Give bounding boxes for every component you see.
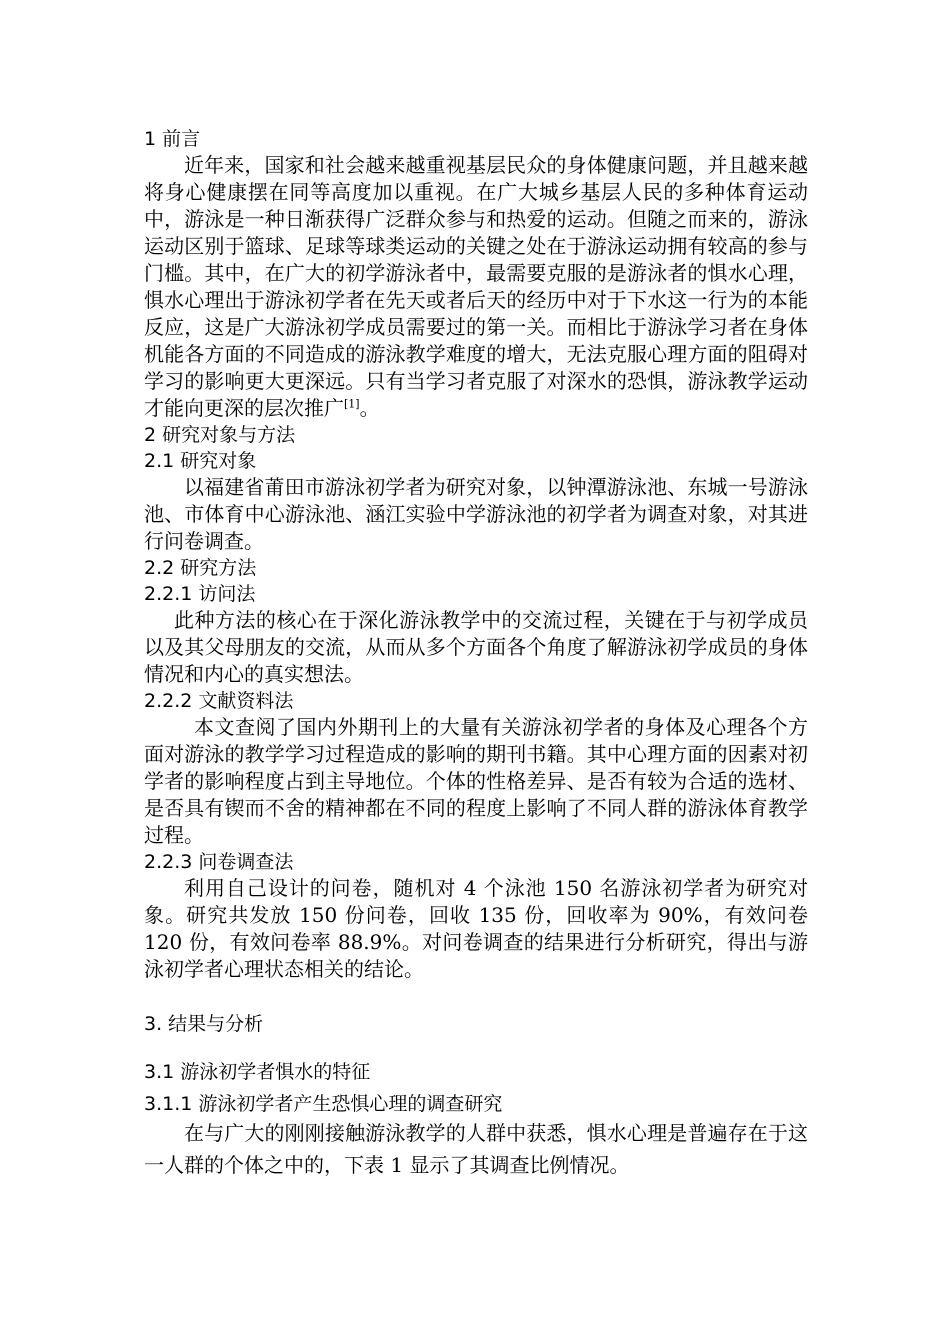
paragraph-intro-end: 。 <box>359 396 380 420</box>
heading-2-1: 2.1 研究对象 <box>144 450 257 472</box>
paragraph-fear-survey: 在与广大的刚刚接触游泳教学的人群中获悉，惧水心理是普遍存在于这一人群的个体之中的，下表 1 显示了其调查比例情况。 <box>144 1121 808 1177</box>
paragraph-interview-method: 此种方法的核心在于深化游泳教学中的交流过程，关键在于与初学成员以及其父母朋友的交流，从而从多个方面各个角度了解游泳初学成员的身体情况和内心的真实想法。 <box>144 608 808 686</box>
heading-1: 1 前言 <box>144 128 201 150</box>
paragraph-questionnaire-method: 利用自己设计的问卷，随机对 4 个泳池 150 名游泳初学者为研究对象。研究共发放 150 份问卷，回收 135 份，回收率为 90%，有效问卷 120 份，有效问卷率 88.9%。对问卷调查的结果进行分析研究，得出与游泳初学者心理状态相关的结论。 <box>144 876 808 981</box>
heading-3-1: 3.1 游泳初学者惧水的特征 <box>144 1061 371 1083</box>
paragraph-intro <box>144 152 808 422</box>
paragraph-research-subject: 以福建省莆田市游泳初学者为研究对象，以钟潭游泳池、东城一号游泳池、市体育中心游泳池、涵江实验中学游泳池的初学者为调查对象，对其进行问卷调查。 <box>144 475 808 553</box>
reference-marker: [1] <box>344 397 360 411</box>
heading-2-2-2: 2.2.2 文献资料法 <box>144 690 294 712</box>
paragraph-literature-method: 本文查阅了国内外期刊上的大量有关游泳初学者的身体及心理各个方面对游泳的教学学习过程造成的影响的期刊书籍。其中心理方面的因素对初学者的影响程度占到主导地位。个体的性格差异、是否有较为合适的选材、是否具有锲而不舍的精神都在不同的程度上影响了不同人群的游泳体育教学过程。 <box>144 715 808 847</box>
heading-3: 3. 结果与分析 <box>144 1013 264 1035</box>
heading-2: 2 研究对象与方法 <box>144 424 296 446</box>
heading-2-2-1: 2.2.1 访问法 <box>144 583 256 605</box>
document-body <box>144 126 808 1181</box>
heading-2-2-3: 2.2.3 问卷调查法 <box>144 851 294 873</box>
spacer <box>144 983 808 1011</box>
heading-2-2: 2.2 研究方法 <box>144 557 257 579</box>
spacer <box>144 1037 808 1059</box>
heading-3-1-1: 3.1.1 游泳初学者产生恐惧心理的调查研究 <box>144 1093 503 1115</box>
paragraph-intro-text: 近年来，国家和社会越来越重视基层民众的身体健康问题，并且越来越将身心健康摆在同等高度加以重视。在广大城乡基层人民的多种体育运动中，游泳是一种日渐获得广泛群众参与和热爱的运动。但随之而来的，游泳运动区别于篮球、足球等球类运动的关键之处在于游泳运动拥有较高的参与门槛。其中，在广大的初学游泳者中，最需要克服的是游泳者的惧水心理，惧水心理出于游泳初学者在先天或者后天的经历中对于下水这一行为的本能反应，这是广大游泳初学成员需要过的第一关。而相比于游泳学习者在身体机能各方面的不同造成的游泳教学难度的增大，无法克服心理方面的阻碍对学习的影响更大更深远。只有当学习者克服了对深水的恐惧，游泳教学运动才能向更深的层次推广 <box>144 153 808 420</box>
